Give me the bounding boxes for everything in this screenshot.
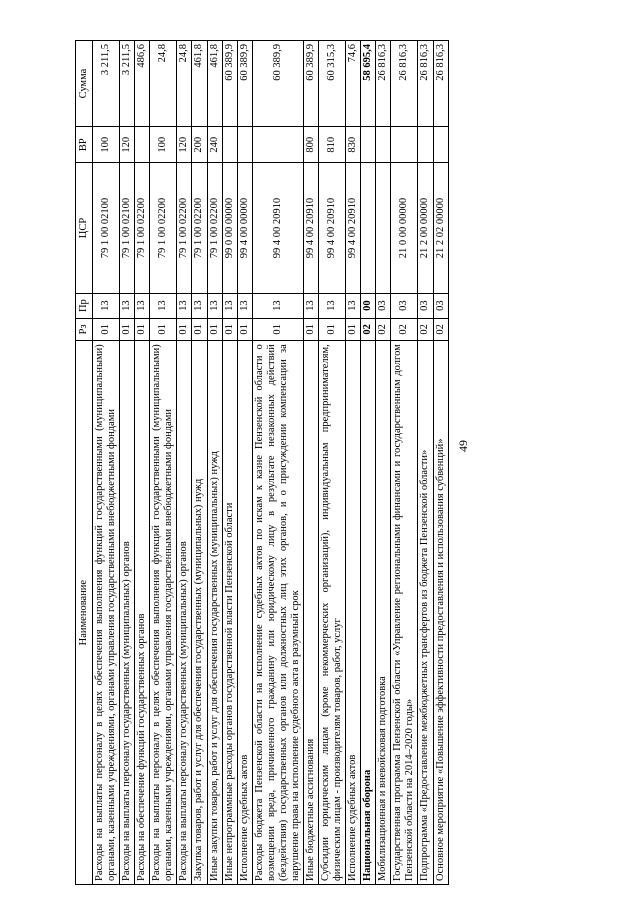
table-row: [361, 41, 376, 885]
row-pr: 13: [207, 293, 222, 318]
row-pr: 13: [237, 293, 252, 318]
row-vr: 120: [177, 127, 192, 163]
row-csr: 79 1 00 02200: [150, 163, 177, 293]
table-row: [207, 41, 222, 885]
row-rz: 01: [150, 318, 177, 341]
row-pr: 13: [177, 293, 192, 318]
row-rz: 02: [418, 318, 433, 341]
row-rz: 01: [346, 318, 361, 341]
row-vr: 800: [303, 127, 318, 163]
row-pr: 13: [192, 293, 207, 318]
row-name: Иные бюджетные ассигнования: [303, 341, 318, 885]
budget-table-container: [75, 40, 625, 885]
row-csr: [361, 163, 376, 293]
row-rz: 02: [391, 318, 418, 341]
row-vr: [361, 127, 376, 163]
header-sum: Сумма: [76, 41, 93, 127]
table-row: [346, 41, 361, 885]
table-row: [303, 41, 318, 885]
row-name: Расходы на выплаты персоналу государственных (муниципальных) органов: [120, 341, 135, 885]
header-vr: ВР: [76, 127, 93, 163]
table-row: [319, 41, 346, 885]
row-csr: 79 1 00 02200: [192, 163, 207, 293]
row-pr: 13: [319, 293, 346, 318]
row-vr: [135, 127, 150, 163]
row-vr: [222, 127, 237, 163]
row-rz: 02: [361, 318, 376, 341]
row-name: Подпрограмма «Предоставление межбюджетных трансфертов из бюджета Пензенской области»: [418, 341, 433, 885]
row-pr: 13: [93, 293, 120, 318]
row-rz: 01: [177, 318, 192, 341]
row-rz: 01: [303, 318, 318, 341]
row-name: Исполнение судебных актов: [346, 341, 361, 885]
row-sum: 486,6: [135, 41, 150, 127]
row-name: Расходы на обеспечение функций государственных органов: [135, 341, 150, 885]
row-name: Основное мероприятие «Повышение эффективности предоставления и использования субвенций»: [433, 341, 448, 885]
row-pr: 00: [361, 293, 376, 318]
row-sum: 24,8: [177, 41, 192, 127]
row-pr: 13: [135, 293, 150, 318]
row-sum: 74,6: [346, 41, 361, 127]
row-pr: 03: [376, 293, 391, 318]
row-name: Государственная программа Пензенской области «Управление региональными финансами и государственным долгом Пензенской области на 2014–2020 годы»: [391, 341, 418, 885]
row-vr: 100: [150, 127, 177, 163]
row-rz: 01: [252, 318, 303, 341]
row-sum: 26 816,3: [376, 41, 391, 127]
row-rz: 02: [376, 318, 391, 341]
row-csr: 21 2 00 00000: [418, 163, 433, 293]
row-sum: 461,8: [207, 41, 222, 127]
row-rz: 01: [135, 318, 150, 341]
row-pr: 03: [391, 293, 418, 318]
row-pr: 13: [346, 293, 361, 318]
table-row: [120, 41, 135, 885]
row-name: Национальная оборона: [361, 341, 376, 885]
row-vr: [418, 127, 433, 163]
header-name: Наименование: [76, 341, 93, 885]
header-csr: ЦСР: [76, 163, 93, 293]
row-csr: 79 1 00 02200: [207, 163, 222, 293]
row-vr: 830: [346, 127, 361, 163]
row-name: Расходы на выплаты персоналу в целях обеспечения выполнения функций государственными (муниципальными) органами, казенными учреждениями, органами управления государственными внебюджетными фондами: [93, 341, 120, 885]
row-vr: [252, 127, 303, 163]
row-name: Расходы бюджета Пензенской области на исполнение судебных актов по искам к казне Пензенской области о возмещении вреда, причиненного гражданину или юридическому лицу в результате незаконных действий (бездействия) государственных органов или должностных лиц этих органов, и о присуждении компенсации за нарушение права на исполнение судебного акта в разумный срок: [252, 341, 303, 885]
table-row: [376, 41, 391, 885]
row-csr: 99 4 00 20910: [319, 163, 346, 293]
row-sum: 58 695,4: [361, 41, 376, 127]
table-row: [433, 41, 448, 885]
row-sum: 3 211,5: [93, 41, 120, 127]
row-vr: 240: [207, 127, 222, 163]
row-csr: 99 0 00 00000: [222, 163, 237, 293]
row-vr: [433, 127, 448, 163]
table-row: [237, 41, 252, 885]
row-csr: 21 0 00 00000: [391, 163, 418, 293]
table-header-row: [76, 41, 93, 885]
row-csr: 79 1 00 02200: [135, 163, 150, 293]
table-body: [93, 41, 449, 885]
row-sum: 60 389,9: [237, 41, 252, 127]
row-sum: 26 816,3: [418, 41, 433, 127]
row-rz: 01: [120, 318, 135, 341]
table-row: [150, 41, 177, 885]
row-pr: 13: [252, 293, 303, 318]
row-sum: 60 389,9: [252, 41, 303, 127]
row-sum: 461,8: [192, 41, 207, 127]
row-csr: 99 4 00 20910: [303, 163, 318, 293]
row-csr: 79 1 00 02100: [93, 163, 120, 293]
table-row: [391, 41, 418, 885]
row-pr: 03: [433, 293, 448, 318]
row-rz: 01: [237, 318, 252, 341]
row-pr: 13: [303, 293, 318, 318]
row-csr: 99 4 00 00000: [237, 163, 252, 293]
table-row: [192, 41, 207, 885]
row-vr: [237, 127, 252, 163]
row-rz: 01: [93, 318, 120, 341]
row-rz: 02: [433, 318, 448, 341]
table-row: [177, 41, 192, 885]
header-rz: Рз: [76, 318, 93, 341]
row-name: Исполнение судебных актов: [237, 341, 252, 885]
row-csr: [376, 163, 391, 293]
row-rz: 01: [222, 318, 237, 341]
budget-table: [75, 40, 449, 885]
row-rz: 01: [319, 318, 346, 341]
row-name: Расходы на выплаты персоналу в целях обеспечения выполнения функций государственными (муниципальными) органами, казенными учреждениями, органами управления государственными внебюджетными фондами: [150, 341, 177, 885]
row-pr: 13: [150, 293, 177, 318]
row-name: Субсидии юридическим лицам (кроме некоммерческих организаций), индивидуальным предпринимателям, физическим лицам - производителям товаров, работ, услуг: [319, 341, 346, 885]
row-name: Мобилизационная и вневойсковая подготовка: [376, 341, 391, 885]
row-sum: 60 315,3: [319, 41, 346, 127]
row-pr: 03: [418, 293, 433, 318]
row-csr: 21 2 02 00000: [433, 163, 448, 293]
table-row: [135, 41, 150, 885]
header-pr: Пр: [76, 293, 93, 318]
row-vr: 200: [192, 127, 207, 163]
row-csr: 79 1 00 02200: [177, 163, 192, 293]
row-sum: 26 816,3: [433, 41, 448, 127]
row-name: Расходы на выплаты персоналу государственных (муниципальных) органов: [177, 341, 192, 885]
row-csr: 79 1 00 02100: [120, 163, 135, 293]
row-sum: 24,8: [150, 41, 177, 127]
row-sum: 3 211,5: [120, 41, 135, 127]
row-vr: 120: [120, 127, 135, 163]
row-name: Иные непрограммные расходы органов государственной власти Пензенской области: [222, 341, 237, 885]
row-sum: 26 816,3: [391, 41, 418, 127]
row-csr: 99 4 00 20910: [252, 163, 303, 293]
row-csr: 99 4 00 20910: [346, 163, 361, 293]
table-row: [93, 41, 120, 885]
row-pr: 13: [120, 293, 135, 318]
table-row: [222, 41, 237, 885]
row-name: Закупка товаров, работ и услуг для обеспечения государственных (муниципальных) нужд: [192, 341, 207, 885]
row-vr: 100: [93, 127, 120, 163]
row-vr: 810: [319, 127, 346, 163]
row-name: Иные закупки товаров, работ и услуг для обеспечения государственных (муниципальных) нужд: [207, 341, 222, 885]
table-row: [252, 41, 303, 885]
row-pr: 13: [222, 293, 237, 318]
row-vr: [376, 127, 391, 163]
row-sum: 60 389,9: [303, 41, 318, 127]
row-sum: 60 389,9: [222, 41, 237, 127]
table-row: [418, 41, 433, 885]
page-number: 49: [456, 440, 470, 452]
row-rz: 01: [207, 318, 222, 341]
row-rz: 01: [192, 318, 207, 341]
row-vr: [391, 127, 418, 163]
